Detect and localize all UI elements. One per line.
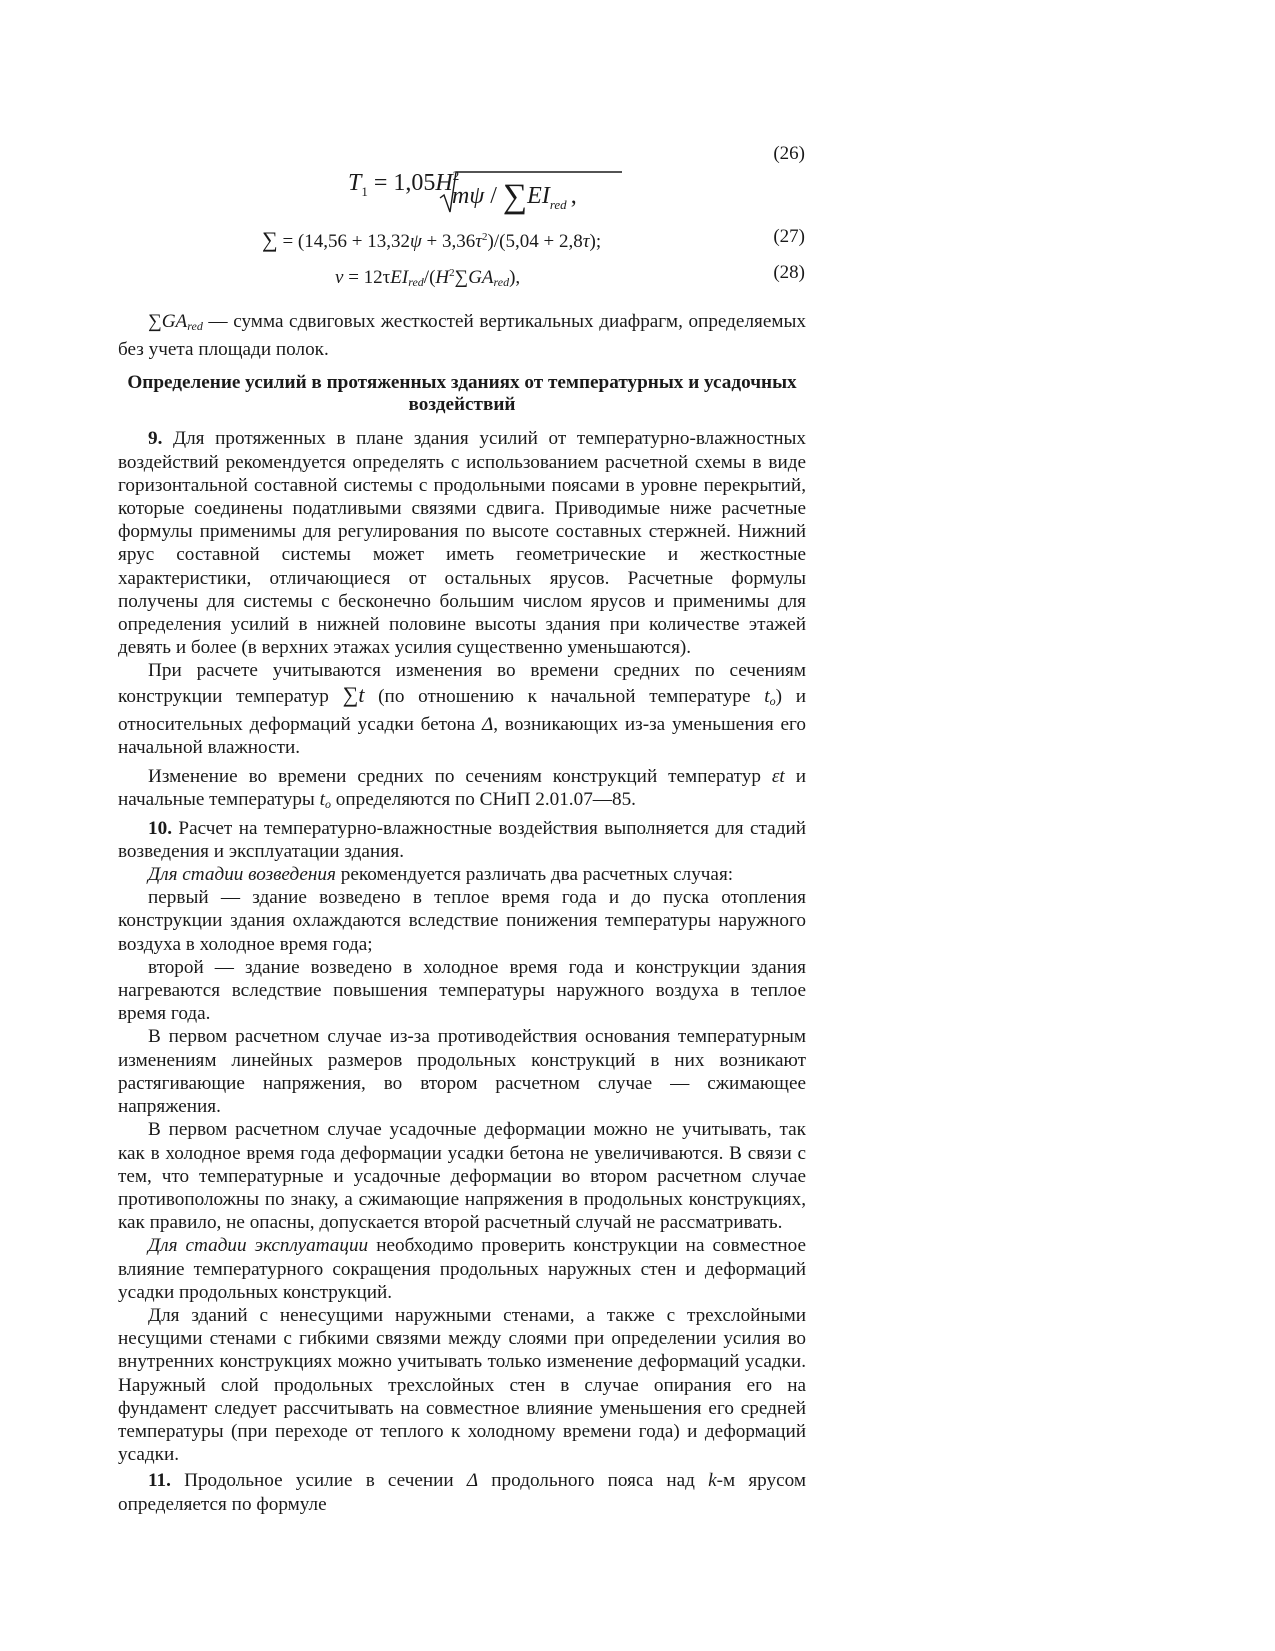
- p11-b: продольного пояса над: [478, 1470, 709, 1492]
- eq27-part4: );: [589, 231, 602, 252]
- definition-paragraph: [118, 310, 806, 361]
- p11-a: Продольное усилие в сечении: [170, 1470, 467, 1492]
- p11-sym: Δ: [466, 1470, 479, 1492]
- eq27-part1: = (14,56 + 13,32: [277, 231, 410, 252]
- p-change-a: Изменение во времени средних по сечениям конструкций температур: [148, 766, 772, 788]
- paragraph-10: [118, 817, 806, 863]
- eq26-ei-sub: red: [549, 197, 567, 212]
- eq26-radicand: [452, 178, 577, 216]
- eq27-tau2: τ: [582, 231, 590, 252]
- p-change-t-sub: o: [324, 797, 331, 812]
- def-ga: GA: [161, 311, 188, 332]
- p10-text: Расчет на температурно-влажностные воздействия выполняется для стадий возведения и эксплуатации здания.: [118, 817, 806, 862]
- p-calc-sym1: ∑t: [342, 681, 365, 707]
- eq26-lhs: T: [348, 170, 362, 196]
- body-text: [118, 310, 806, 1516]
- p-change-c: определяются по СНиП 2.01.07—85.: [330, 789, 636, 811]
- paragraph-second-case: второй — здание возведено в холодное время года и конструкции здания нагреваются вследствие повышения температуры наружного воздуха в теплое время года.: [118, 956, 806, 1025]
- def-sum: ∑: [148, 311, 162, 332]
- eq28-part2: /(: [423, 267, 436, 288]
- p-change-t: t: [319, 789, 325, 811]
- p-calc-d: , возникающих из-за уменьшения его начальной влажности.: [118, 713, 806, 759]
- p11-number: 11.: [148, 1470, 171, 1492]
- p-calc-sym2: Δ: [482, 713, 494, 735]
- p11-c: -м ярусом определяется по формуле: [118, 1470, 806, 1515]
- eq28-nu: ν: [335, 267, 344, 288]
- eq28-part3: ),: [509, 267, 521, 288]
- eq28-h-sup: 2: [449, 267, 455, 279]
- eq27-tau1: τ: [475, 231, 483, 252]
- p-exploit-italic: Для стадии эксплуатации: [148, 1235, 369, 1257]
- eq26-sigma: ∑: [502, 178, 528, 215]
- eq27-tau-sup: 2: [482, 231, 488, 243]
- equation-28: [335, 261, 520, 294]
- p-stage-italic: Для стадии возведения: [148, 864, 336, 886]
- p9-text: Для протяженных в плане здания усилий от температурно-влажностных воздействий рекомендуется определять с использованием расчетной схемы в виде горизонтальной составной системы с продольными поясами в уровне перекрытий, которые соединены податливыми связями сдвига. Приводимые ниже расчетные формулы применимы для регулирования по высоте составных стержней. Нижний ярус составной системы может иметь геометрические и жесткостные характеристики, отличающиеся от остальных ярусов. Расчетные формулы получены для системы с бесконечно большим числом ярусов и применимы для определения усилий в нижней половине высоты здания при количестве этажей девять и более (в верхних этажах усилия существенно уменьшаются).: [118, 428, 806, 659]
- eq28-part1: = 12τ: [343, 267, 391, 288]
- equation-26-number: (26): [773, 143, 805, 164]
- eq26-ei: EI: [527, 183, 550, 209]
- equation-27-number: (27): [773, 226, 805, 247]
- paragraph-9: [118, 427, 806, 659]
- p11-k: k: [708, 1470, 717, 1492]
- eq26-slash: /: [484, 183, 503, 209]
- equation-28-number: (28): [773, 262, 805, 283]
- def-ga-sub: red: [187, 319, 203, 333]
- p-exploit-text: необходимо проверить конструкции на совместное влияние температурного сокращения продольных наружных стен и деформаций усадки продольных конструкций.: [118, 1235, 806, 1303]
- p-calc-b: (по отношению к начальной температуре: [364, 685, 765, 707]
- eq26-h: H: [435, 170, 453, 196]
- paragraph-11: [118, 1469, 806, 1515]
- paragraph-case1: В первом расчетном случае из-за противодействия основания температурным изменениям линейных размеров продольных конструкций в них возникают растягивающие напряжения, во втором расчетном случае — сжимающее напряжения.: [118, 1026, 806, 1118]
- p-change-b: и начальные температуры: [118, 766, 806, 811]
- p-stage-text: рекомендуется различать два расчетных случая:: [335, 864, 734, 886]
- eq28-ga: GA: [468, 267, 494, 288]
- eq26-lhs-sub: 1: [361, 184, 368, 199]
- eq26-comma: ,: [570, 183, 577, 209]
- eq28-ga-sub: red: [493, 275, 510, 289]
- section-heading: Определение усилий в протяженных зданиях от температурных и усадочных воздействий: [127, 372, 797, 416]
- eq26-h-sup: 2: [452, 168, 460, 183]
- eq28-sum: ∑: [454, 267, 469, 288]
- p-change-sym: εt: [771, 766, 785, 788]
- paragraph-change: [118, 765, 806, 816]
- paragraph-first-case: первый — здание возведено в теплое время года и до пуска отопления конструкции здания охлаждаются вследствие понижения температуры наружного воздуха в холодное время года;: [118, 887, 806, 955]
- p-calc-t: t: [764, 685, 770, 707]
- eq26-eq: = 1,05: [367, 170, 436, 196]
- eq28-ei-sub: red: [408, 275, 424, 289]
- def-text: — сумма сдвиговых жесткостей вертикальных диафрагм, определяемых без учета площади полок.: [118, 311, 806, 361]
- eq26-m-psi: mψ: [452, 183, 485, 209]
- p10-number: 10.: [148, 817, 172, 839]
- eq27-part3: )/(5,04 + 2,8: [487, 231, 583, 252]
- equation-27: [262, 225, 601, 254]
- eq27-sigma: ∑: [262, 227, 278, 252]
- paragraph-walls: Для зданий с ненесущими наружными стенами, а также с трехслойными несущими стенами с гибкими связями между слоями при определении усилия во внутренних конструкциях можно учитывать только изменение деформаций усадки. Наружный слой продольных трехслойных стен в случае опирания его на фундамент следует рассчитывать на совместное влияние уменьшения его средней температуры (при переходе от теплого к холодному времени года) и деформаций усадки.: [118, 1304, 806, 1466]
- paragraph-calc: [118, 659, 806, 759]
- p-calc-c: ) и относительных деформаций усадки бетона: [118, 685, 806, 735]
- eq28-h: H: [435, 267, 450, 288]
- eq28-ei: EI: [390, 267, 409, 288]
- paragraph-exploit: [118, 1234, 806, 1304]
- eq27-part2: + 3,36: [421, 231, 476, 252]
- p-calc-t-sub: o: [769, 693, 776, 708]
- p9-number: 9.: [148, 428, 163, 450]
- paragraph-stage: [118, 863, 806, 886]
- paragraph-case1b: В первом расчетном случае усадочные деформации можно не учитывать, так как в холодное время года деформации усадки бетона не увеличиваются. В связи с тем, что температурные и усадочные деформации во втором расчетном случае противоположны по знаку, а сжимающие напряжения в продольных конструкциях, как правило, не опасны, допускается второй расчетный случай не рассматривать.: [118, 1119, 806, 1234]
- p-calc-a: При расчете учитываются изменения во времени средних по сечениям конструкции температур: [118, 660, 806, 707]
- eq27-psi: ψ: [409, 231, 422, 252]
